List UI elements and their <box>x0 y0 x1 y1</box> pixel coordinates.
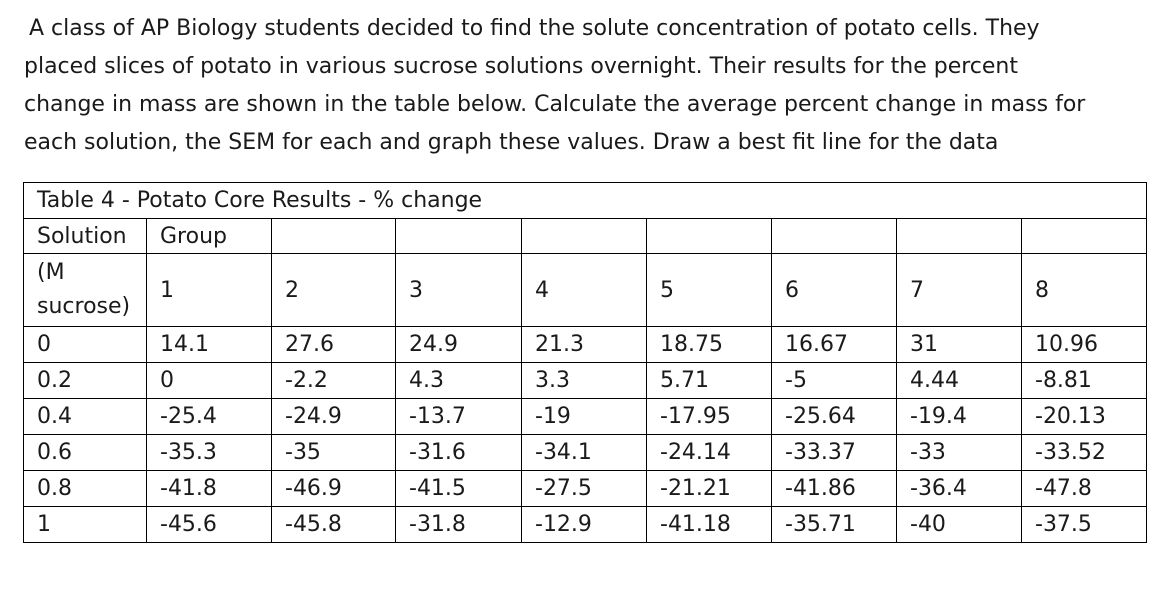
solution-unit-line: (M <box>37 260 65 285</box>
table-row <box>24 471 1147 507</box>
solution-concentration: 0.6 <box>24 435 147 471</box>
percent-change-cell: -35.3 <box>147 435 272 471</box>
percent-change-cell: -45.8 <box>272 507 396 543</box>
percent-change-cell: -35 <box>272 435 396 471</box>
table-header-row <box>24 219 1147 254</box>
solution-concentration: 0.8 <box>24 471 147 507</box>
percent-change-cell: 31 <box>897 327 1022 363</box>
table-row <box>24 363 1147 399</box>
percent-change-cell: 27.6 <box>272 327 396 363</box>
table-title: Table 4 - Potato Core Results - % change <box>24 183 1147 219</box>
percent-change-cell: -45.6 <box>147 507 272 543</box>
group-number: 2 <box>272 254 396 327</box>
header-blank-cell <box>772 219 897 254</box>
problem-prompt <box>24 10 1149 162</box>
percent-change-cell: -24.14 <box>647 435 772 471</box>
header-blank-cell <box>522 219 647 254</box>
percent-change-cell: -31.6 <box>396 435 522 471</box>
prompt-line: change in mass are shown in the table below. Calculate the average percent change in mass for <box>24 92 1086 117</box>
percent-change-cell: 4.3 <box>396 363 522 399</box>
percent-change-cell: -33.52 <box>1022 435 1147 471</box>
percent-change-cell: -17.95 <box>647 399 772 435</box>
percent-change-cell: -19 <box>522 399 647 435</box>
group-header: Group <box>147 219 272 254</box>
percent-change-cell: 14.1 <box>147 327 272 363</box>
group-number-row <box>24 254 1147 327</box>
potato-core-results-table <box>23 182 1147 543</box>
table-title-row <box>24 183 1147 219</box>
percent-change-cell: -27.5 <box>522 471 647 507</box>
percent-change-cell: -25.64 <box>772 399 897 435</box>
table-row <box>24 327 1147 363</box>
solution-concentration: 0 <box>24 327 147 363</box>
group-number: 6 <box>772 254 897 327</box>
solution-unit-cell <box>24 254 147 327</box>
percent-change-cell: -41.86 <box>772 471 897 507</box>
percent-change-cell: 5.71 <box>647 363 772 399</box>
percent-change-cell: -41.8 <box>147 471 272 507</box>
percent-change-cell: -13.7 <box>396 399 522 435</box>
group-number: 8 <box>1022 254 1147 327</box>
group-number: 4 <box>522 254 647 327</box>
percent-change-cell: -46.9 <box>272 471 396 507</box>
group-number: 3 <box>396 254 522 327</box>
percent-change-cell: -25.4 <box>147 399 272 435</box>
percent-change-cell: 18.75 <box>647 327 772 363</box>
header-blank-cell <box>647 219 772 254</box>
percent-change-cell: 4.44 <box>897 363 1022 399</box>
percent-change-cell: -33.37 <box>772 435 897 471</box>
percent-change-cell: -8.81 <box>1022 363 1147 399</box>
table-row <box>24 399 1147 435</box>
percent-change-cell: -41.18 <box>647 507 772 543</box>
solution-concentration: 0.2 <box>24 363 147 399</box>
solution-concentration: 0.4 <box>24 399 147 435</box>
percent-change-cell: -19.4 <box>897 399 1022 435</box>
table-row <box>24 435 1147 471</box>
percent-change-cell: 0 <box>147 363 272 399</box>
percent-change-cell: -41.5 <box>396 471 522 507</box>
percent-change-cell: -24.9 <box>272 399 396 435</box>
percent-change-cell: 3.3 <box>522 363 647 399</box>
table-row <box>24 507 1147 543</box>
header-blank-cell <box>396 219 522 254</box>
percent-change-cell: -40 <box>897 507 1022 543</box>
percent-change-cell: -5 <box>772 363 897 399</box>
percent-change-cell: -37.5 <box>1022 507 1147 543</box>
percent-change-cell: -12.9 <box>522 507 647 543</box>
solution-concentration: 1 <box>24 507 147 543</box>
percent-change-cell: -35.71 <box>772 507 897 543</box>
percent-change-cell: -36.4 <box>897 471 1022 507</box>
percent-change-cell: -47.8 <box>1022 471 1147 507</box>
percent-change-cell: -34.1 <box>522 435 647 471</box>
percent-change-cell: -2.2 <box>272 363 396 399</box>
group-number: 1 <box>147 254 272 327</box>
group-number: 5 <box>647 254 772 327</box>
percent-change-cell: 24.9 <box>396 327 522 363</box>
prompt-line: A class of AP Biology students decided to find the solute concentration of potato cells. They <box>29 16 1040 41</box>
solution-unit-line: sucrose) <box>37 294 131 319</box>
percent-change-cell: 21.3 <box>522 327 647 363</box>
header-blank-cell <box>272 219 396 254</box>
prompt-line: each solution, the SEM for each and graph these values. Draw a best fit line for the data <box>24 130 999 155</box>
percent-change-cell: 10.96 <box>1022 327 1147 363</box>
header-blank-cell <box>897 219 1022 254</box>
percent-change-cell: -33 <box>897 435 1022 471</box>
solution-header: Solution <box>24 219 147 254</box>
percent-change-cell: -20.13 <box>1022 399 1147 435</box>
header-blank-cell <box>1022 219 1147 254</box>
group-number: 7 <box>897 254 1022 327</box>
prompt-line: placed slices of potato in various sucrose solutions overnight. Their results for the percent <box>24 54 1018 79</box>
percent-change-cell: 16.67 <box>772 327 897 363</box>
percent-change-cell: -31.8 <box>396 507 522 543</box>
percent-change-cell: -21.21 <box>647 471 772 507</box>
